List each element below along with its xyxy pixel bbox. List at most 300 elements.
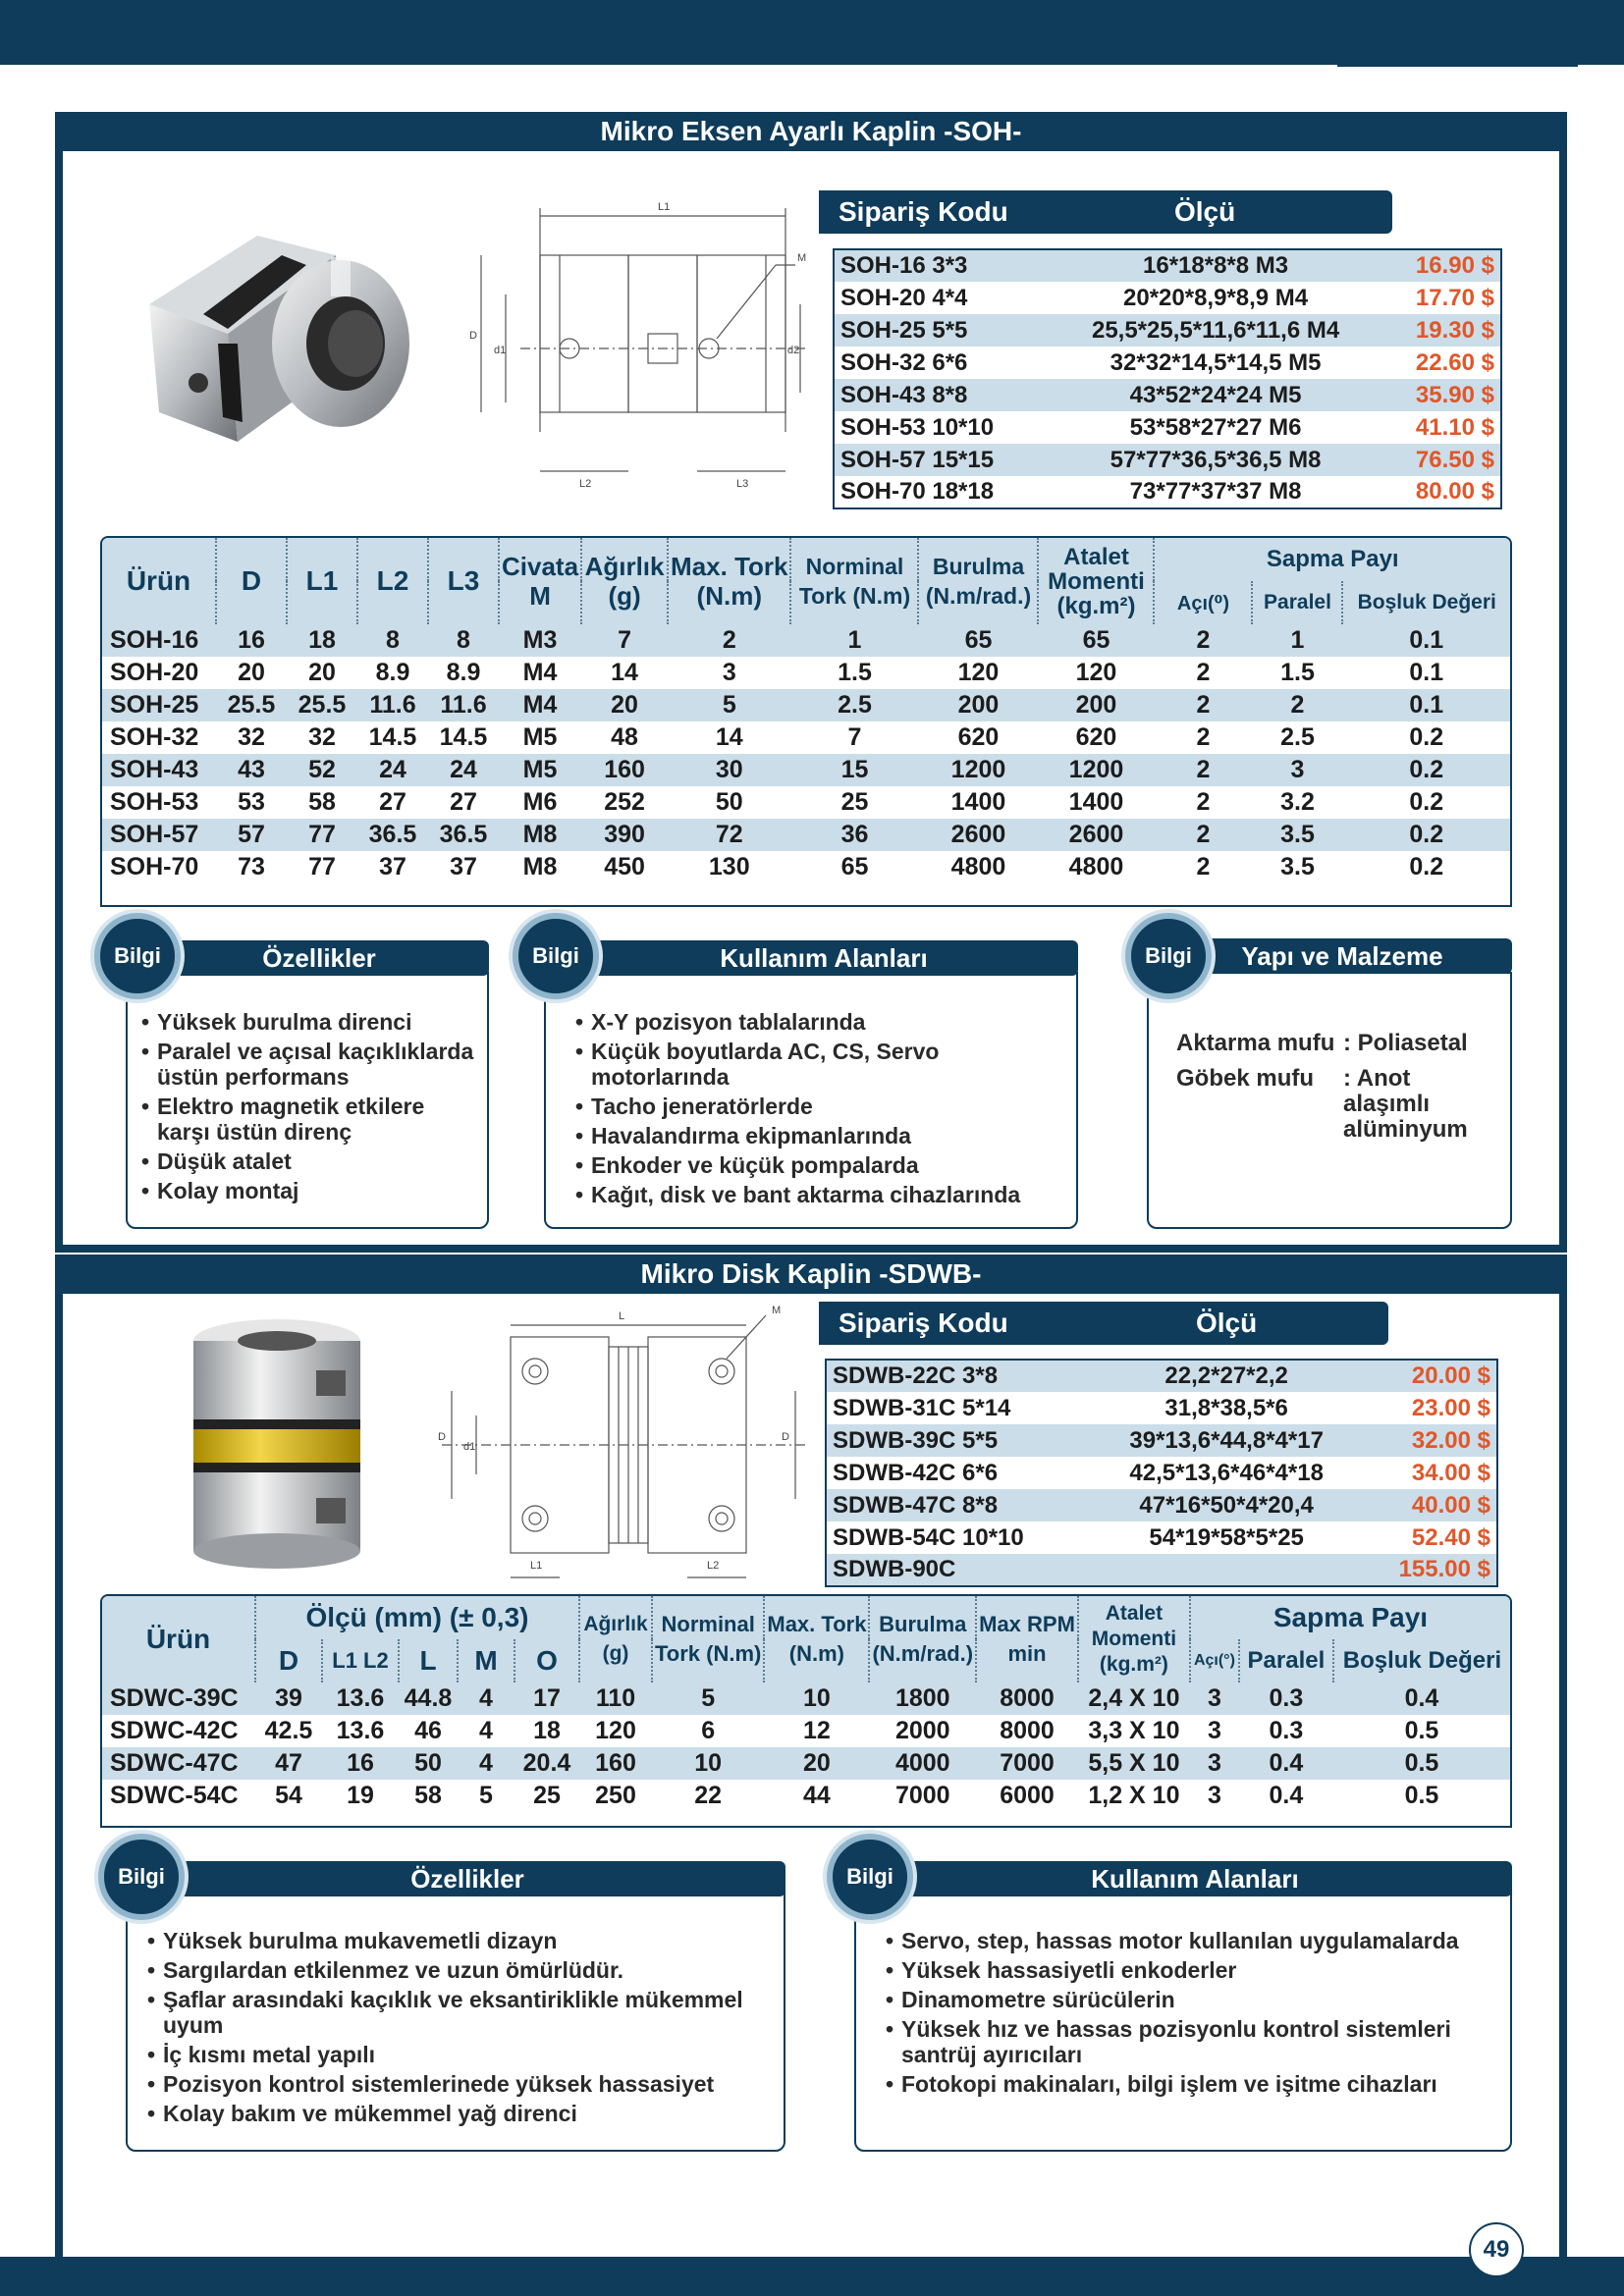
order-code-cell: SDWB-39C 5*5 [833, 1426, 999, 1454]
spec-product-cell: SOH-70 [110, 853, 199, 881]
spec-value-cell: 6 [701, 1717, 716, 1744]
spec-value-cell: M4 [522, 659, 558, 686]
order-size-cell: 39*13,6*44,8*4*17 [1129, 1426, 1324, 1454]
sdwb-ozellikler-box [126, 1891, 785, 2152]
sdwb-coupling-photo [169, 1311, 385, 1576]
order-size-cell: 16*18*8*8 M3 [1143, 252, 1289, 279]
spec-value-cell: 1400 [1068, 788, 1124, 816]
soh-drawing-l2-label: L2 [579, 478, 592, 490]
bullet-item: • Elektro magnetik etkilere karşı üstün direnç [141, 1094, 479, 1145]
order-price-cell: 35.90 $ [1415, 381, 1494, 408]
spec-value-cell: 0.4 [1269, 1749, 1304, 1777]
order-size-cell [1092, 1554, 1361, 1586]
spec-header-bosluk: Boşluk Değeri [1333, 1639, 1510, 1682]
spec-row [102, 624, 1510, 657]
order-code-cell: SOH-32 6*6 [840, 348, 968, 376]
sdwb-technical-drawing [432, 1298, 815, 1592]
spec-value-cell: 48 [611, 723, 638, 751]
spec-value-cell: 1.5 [838, 659, 872, 686]
spec-value-cell: 24 [379, 756, 406, 783]
spec-value-cell: 2 [1196, 821, 1211, 848]
soh-drawing-d1-label: d1 [494, 345, 507, 356]
spec-value-cell: 450 [604, 853, 645, 881]
yapi-row-value: : Anot alaşımlı alüminyum [1343, 1065, 1468, 1143]
spec-value-cell: 39 [275, 1684, 302, 1712]
spec-value-cell: 0.1 [1409, 659, 1444, 686]
bullet-item: • Küçük boyutlarda AC, CS, Servo motorlarında [575, 1039, 1068, 1090]
spec-value-cell: 0.1 [1409, 626, 1444, 654]
soh-order-header [819, 190, 1392, 234]
order-size-cell: 57*77*36,5*36,5 M8 [1110, 446, 1322, 473]
order-code-cell: SOH-43 8*8 [840, 381, 968, 408]
order-row [826, 1457, 1497, 1489]
order-price-cell: 19.30 $ [1415, 316, 1494, 344]
spec-row [102, 1682, 1510, 1715]
spec-value-cell: 7 [618, 626, 631, 654]
bullet-item: • Kağıt, disk ve bant aktarma cihazlarında [575, 1182, 1068, 1207]
spec-value-cell: 2 [1196, 723, 1211, 751]
bullet-item: • Pozisyon kontrol sistemlerinede yüksek hassasiyet [147, 2071, 772, 2097]
spec-value-cell: 3 [1207, 1717, 1221, 1744]
spec-value-cell: 200 [957, 691, 1000, 719]
soh-yapi-title: Yapı ve Malzeme [1172, 938, 1512, 974]
spec-value-cell: 12 [803, 1717, 831, 1744]
spec-value-cell: 20 [238, 659, 265, 686]
spec-value-cell: 53 [238, 788, 265, 816]
spec-header-maxrpm-unit: min [1007, 1641, 1047, 1666]
spec-value-cell: 5 [701, 1684, 716, 1712]
spec-value-cell: 1400 [950, 788, 1006, 816]
spec-value-cell: 19 [347, 1782, 374, 1809]
spec-value-cell: 10 [803, 1684, 831, 1712]
order-price-cell: 22.60 $ [1415, 348, 1494, 376]
soh-spec-table-wrap [100, 536, 1512, 907]
spec-row [102, 786, 1510, 819]
order-code-cell: SDWB-31C 5*14 [833, 1394, 1011, 1421]
order-size-cell: 31,8*38,5*6 [1164, 1394, 1288, 1421]
spec-header-atalet: Atalet [1105, 1602, 1164, 1625]
soh-drawing-d-label: D [469, 330, 477, 342]
order-price-cell: 32.00 $ [1411, 1426, 1490, 1454]
order-size-cell: 54*19*58*5*25 [1149, 1523, 1304, 1551]
bullet-item: • Kolay bakım ve mükemmel yağ direnci [147, 2101, 772, 2126]
section1-title: Mikro Eksen Ayarlı Kaplin -SOH- [55, 112, 1567, 151]
spec-value-cell: 25.5 [227, 691, 276, 719]
bullet-item: • İç kısmı metal yapılı [147, 2042, 772, 2067]
order-price-cell: 76.50 $ [1415, 446, 1494, 473]
spec-product-cell: SOH-43 [110, 756, 199, 783]
order-row [834, 411, 1501, 444]
spec-value-cell: 2,4 X 10 [1088, 1684, 1180, 1712]
soh-order-table [833, 248, 1502, 509]
spec-header-l: L [399, 1639, 458, 1682]
spec-value-cell: 14 [611, 659, 638, 686]
yapi-row-key: Aktarma mufu [1176, 1030, 1335, 1056]
spec-product-cell: SDWC-39C [110, 1684, 239, 1712]
spec-value-cell: 0.2 [1409, 821, 1444, 848]
spec-value-cell: M5 [522, 723, 558, 751]
spec-value-cell: 7 [847, 723, 862, 751]
spec-value-cell: M4 [522, 691, 558, 719]
bilgi-badge: Bilgi [1125, 913, 1212, 999]
spec-value-cell: M5 [522, 756, 558, 783]
spec-product-cell: SOH-25 [110, 691, 199, 719]
spec-value-cell: 2 [1290, 691, 1305, 719]
spec-header-paralel: Paralel [1239, 1639, 1333, 1682]
sdwb-drawing-m-label: M [772, 1305, 782, 1316]
spec-value-cell: 110 [595, 1684, 636, 1712]
spec-header-atalet: Atalet [1063, 543, 1129, 570]
soh-kullanim-box [544, 972, 1078, 1229]
bilgi-badge: Bilgi [513, 913, 599, 999]
spec-header-agirlik: Ağırlık [584, 552, 665, 581]
spec-value-cell: 77 [308, 853, 336, 881]
spec-value-cell: 252 [604, 788, 645, 816]
spec-header-nominal-unit: Tork (N.m) [798, 583, 911, 609]
spec-value-cell: 13.6 [336, 1684, 385, 1712]
spec-product-cell: SDWC-47C [110, 1749, 239, 1777]
order-size-cell: 47*16*50*4*20,4 [1139, 1491, 1314, 1519]
spec-value-cell: 50 [715, 788, 743, 816]
spec-value-cell: 32 [238, 723, 265, 751]
bullet-item: • Enkoder ve küçük pompalarda [575, 1152, 1068, 1178]
spec-value-cell: 3.5 [1280, 821, 1315, 848]
spec-header-civata: Civata [502, 552, 579, 581]
spec-value-cell: 8 [386, 626, 400, 654]
spec-value-cell: 1 [1290, 626, 1305, 654]
spec-value-cell: 18 [533, 1717, 561, 1744]
sdwb-order-table [825, 1359, 1498, 1587]
order-price-cell: 17.70 $ [1415, 284, 1494, 311]
spec-header-agirlik: Ağırlık [583, 1613, 648, 1635]
bullet-item: • Yüksek hassasiyetli enkoderler [886, 1957, 1498, 1983]
spec-header-o: O [514, 1639, 579, 1682]
spec-value-cell: 3.2 [1280, 788, 1315, 816]
order-size-cell: 20*20*8,9*8,9 M4 [1123, 284, 1309, 311]
sdwb-drawing-l2-label: L2 [707, 1560, 720, 1572]
order-code-cell: SDWB-42C 6*6 [833, 1459, 999, 1486]
spec-header-burulma-unit: (N.m/rad.) [925, 583, 1032, 609]
spec-header-nominal-unit: Tork (N.m) [655, 1641, 762, 1666]
page-number: 49 [1469, 2222, 1524, 2277]
sdwb-ozellikler-title: Özellikler [149, 1861, 785, 1896]
order-row [826, 1392, 1497, 1424]
spec-value-cell: 5 [722, 691, 736, 719]
order-row [826, 1360, 1497, 1392]
spec-header-sapma: Sapma Payı [1190, 1596, 1510, 1639]
spec-header-maxtork: Max. Tork [671, 552, 788, 581]
spec-value-cell: 250 [595, 1782, 636, 1809]
spec-value-cell: 37 [379, 853, 406, 881]
spec-value-cell: 52 [308, 756, 336, 783]
spec-value-cell: 47 [275, 1749, 302, 1777]
spec-value-cell: 2 [1196, 853, 1211, 881]
spec-header-nominal: Norminal [805, 554, 904, 579]
spec-value-cell: 0.4 [1269, 1782, 1304, 1809]
spec-value-cell: 8000 [1000, 1684, 1055, 1712]
spec-header-aci: Açı(°) [1190, 1639, 1239, 1682]
bilgi-badge: Bilgi [98, 1834, 185, 1920]
order-row [834, 249, 1501, 282]
bullet-item: • Düşük atalet [141, 1148, 479, 1174]
spec-header-atalet-2: Momenti [1048, 567, 1145, 595]
bilgi-badge: Bilgi [94, 913, 181, 999]
spec-value-cell: 7000 [1000, 1749, 1055, 1777]
order-code-cell: SOH-57 15*15 [840, 446, 995, 473]
spec-value-cell: 0.2 [1409, 723, 1444, 751]
spec-value-cell: 58 [414, 1782, 442, 1809]
spec-header-atalet-2: Momenti [1091, 1628, 1177, 1650]
sdwb-spec-table-wrap [100, 1594, 1512, 1828]
bullet-item: • Yüksek burulma mukavemetli dizayn [147, 1928, 772, 1953]
spec-value-cell: 11.6 [440, 691, 487, 719]
spec-value-cell: 44.8 [404, 1684, 453, 1712]
spec-header-l3: L3 [428, 538, 499, 624]
spec-header-l1: L1 [287, 538, 357, 624]
spec-header-urun: Ürün [102, 1596, 255, 1682]
sdwb-order-header [819, 1302, 1388, 1345]
spec-value-cell: 3 [1207, 1782, 1221, 1809]
order-size-cell: 22,2*27*2,2 [1164, 1362, 1288, 1389]
spec-row [102, 657, 1510, 689]
order-code-cell: SOH-16 3*3 [840, 252, 968, 279]
order-size-cell: 73*77*37*37 M8 [1129, 478, 1302, 505]
spec-value-cell: 0.3 [1269, 1684, 1304, 1712]
spec-value-cell: 57 [238, 821, 265, 848]
spec-value-cell: 4 [479, 1684, 493, 1712]
soh-kullanim-list [546, 974, 1076, 1207]
spec-header-maxtork-unit: (N.m) [696, 581, 762, 611]
spec-value-cell: 2600 [1068, 821, 1124, 848]
spec-row [102, 1715, 1510, 1747]
spec-value-cell: 20 [611, 691, 638, 719]
spec-value-cell: 1.5 [1280, 659, 1315, 686]
order-code-cell: SOH-53 10*10 [840, 413, 995, 441]
spec-value-cell: 22 [694, 1782, 723, 1809]
spec-value-cell: 0.5 [1404, 1717, 1439, 1744]
spec-value-cell: 1 [847, 626, 862, 654]
sdwb-drawing-d-label: D [438, 1431, 446, 1443]
spec-value-cell: 1200 [1068, 756, 1124, 783]
spec-value-cell: 2000 [894, 1717, 950, 1744]
soh-ozellikler-list [128, 974, 487, 1203]
spec-product-cell: SOH-20 [110, 659, 199, 686]
order-size-header: Ölçü [1196, 1308, 1258, 1338]
order-code-cell: SOH-25 5*5 [840, 316, 968, 344]
spec-header-maxtork-unit: (N.m) [788, 1641, 845, 1666]
spec-value-cell: M8 [522, 853, 558, 881]
spec-value-cell: 1200 [950, 756, 1006, 783]
spec-value-cell: 120 [1075, 659, 1117, 686]
spec-value-cell: 620 [957, 723, 1000, 751]
spec-header-nominal: Norminal [661, 1612, 755, 1636]
spec-value-cell: 16 [347, 1749, 374, 1777]
order-code-cell: SDWB-90C [833, 1556, 956, 1582]
spec-product-cell: SOH-57 [110, 821, 199, 848]
spec-value-cell: 24 [450, 756, 477, 783]
order-code-cell: SOH-70 18*18 [840, 478, 995, 505]
order-price-cell: 155.00 $ [1398, 1556, 1490, 1582]
spec-product-cell: SDWC-54C [110, 1782, 239, 1809]
yapi-row-key: Göbek mufu [1176, 1065, 1315, 1092]
spec-row [102, 1747, 1510, 1780]
soh-yapi-box [1147, 972, 1512, 1229]
order-price-cell: 34.00 $ [1411, 1459, 1490, 1486]
soh-drawing-l3-label: L3 [736, 478, 749, 490]
spec-value-cell: 4 [479, 1717, 493, 1744]
spec-value-cell: 42.5 [264, 1717, 313, 1744]
spec-header-burulma-unit: (N.m/rad.) [872, 1641, 974, 1666]
spec-product-cell: SOH-53 [110, 788, 199, 816]
sdwb-kullanim-list [856, 1893, 1510, 2097]
bullet-item: • Havalandırma ekipmanlarında [575, 1123, 1068, 1148]
order-code-header: Sipariş Kodu [839, 196, 1008, 227]
spec-value-cell: M6 [522, 788, 558, 816]
spec-value-cell: 18 [308, 626, 336, 654]
spec-value-cell: 8.9 [375, 659, 410, 686]
spec-value-cell: 2.5 [1280, 723, 1315, 751]
order-price-cell: 41.10 $ [1415, 413, 1494, 441]
spec-value-cell: 2600 [950, 821, 1006, 848]
spec-value-cell: 36 [840, 821, 869, 848]
order-row [834, 314, 1501, 347]
spec-value-cell: 54 [275, 1782, 302, 1809]
spec-value-cell: 2 [1196, 659, 1211, 686]
spec-header-atalet-unit: (kg.m²) [1056, 592, 1136, 619]
spec-value-cell: 5 [479, 1782, 493, 1809]
order-price-cell: 80.00 $ [1415, 478, 1494, 505]
spec-value-cell: 20 [803, 1749, 831, 1777]
spec-value-cell: 5,5 X 10 [1088, 1749, 1180, 1777]
spec-value-cell: 14.5 [439, 723, 488, 751]
order-price-cell: 23.00 $ [1411, 1394, 1490, 1421]
spec-value-cell: 160 [604, 756, 645, 783]
spec-value-cell: 58 [308, 788, 336, 816]
spec-header-l2: L2 [357, 538, 428, 624]
spec-value-cell: 50 [414, 1749, 442, 1777]
soh-kullanim-title: Kullanım Alanları [569, 940, 1078, 976]
spec-value-cell: 4800 [950, 853, 1006, 881]
spec-value-cell: 0.3 [1269, 1717, 1304, 1744]
spec-value-cell: 30 [715, 756, 743, 783]
spec-value-cell: 620 [1075, 723, 1117, 751]
spec-value-cell: 73 [238, 853, 265, 881]
spec-header-olcu: Ölçü (mm) (± 0,3) [255, 1596, 579, 1639]
spec-value-cell: 3 [1207, 1684, 1221, 1712]
order-price-cell: 40.00 $ [1411, 1491, 1490, 1519]
spec-value-cell: 27 [379, 788, 406, 816]
bottom-bar [0, 2257, 1624, 2296]
spec-value-cell: 3,3 X 10 [1088, 1717, 1180, 1744]
spec-value-cell: 6000 [1000, 1782, 1055, 1809]
order-size-cell: 53*58*27*27 M6 [1129, 413, 1302, 441]
spec-value-cell: M8 [522, 821, 558, 848]
bullet-item: • Dinamometre sürücülerin [886, 1987, 1498, 2012]
spec-header-bosluk: Boşluk Değeri [1342, 581, 1510, 624]
order-row [826, 1489, 1497, 1522]
order-row [834, 476, 1501, 508]
spec-product-cell: SOH-32 [110, 723, 199, 751]
order-size-cell: 25,5*25,5*11,6*11,6 M4 [1091, 316, 1340, 344]
spec-row [102, 721, 1510, 754]
sdwb-spec-table [102, 1596, 1510, 1812]
spec-value-cell: 0.5 [1404, 1782, 1439, 1809]
spec-value-cell: 8 [457, 626, 470, 654]
spec-row [102, 754, 1510, 786]
order-code-header: Sipariş Kodu [839, 1308, 1008, 1338]
order-row [826, 1522, 1497, 1554]
spec-value-cell: 0.2 [1409, 788, 1444, 816]
spec-value-cell: 20.4 [522, 1749, 571, 1777]
spec-value-cell: 1800 [894, 1684, 950, 1712]
spec-value-cell: 3 [722, 659, 736, 686]
order-price-cell: 52.40 $ [1411, 1523, 1490, 1551]
spec-value-cell: 0.2 [1409, 756, 1444, 783]
spec-value-cell: 2.5 [838, 691, 872, 719]
sdwb-ozellikler-list [128, 1893, 784, 2126]
spec-value-cell: 20 [308, 659, 336, 686]
order-code-cell: SDWB-22C 3*8 [833, 1362, 999, 1389]
spec-value-cell: 3.5 [1280, 853, 1315, 881]
spec-value-cell: 0.2 [1409, 853, 1444, 881]
spec-value-cell: 13.6 [336, 1717, 385, 1744]
spec-value-cell: 46 [414, 1717, 442, 1744]
spec-value-cell: 65 [1082, 626, 1110, 654]
bilgi-badge: Bilgi [827, 1834, 913, 1920]
order-size-cell: 42,5*13,6*46*4*18 [1129, 1459, 1324, 1486]
spec-value-cell: 10 [694, 1749, 723, 1777]
order-size-header: Ölçü [1174, 196, 1236, 227]
spec-value-cell: 36.5 [368, 821, 417, 848]
spec-value-cell: 25.5 [298, 691, 347, 719]
sdwb-drawing-d-right-label: D [782, 1431, 789, 1443]
order-code-cell: SDWB-54C 10*10 [833, 1523, 1024, 1551]
spec-value-cell: 25 [840, 788, 869, 816]
spec-value-cell: 14.5 [368, 723, 417, 751]
bullet-item: • Kolay montaj [141, 1178, 479, 1203]
spec-header-sapma: Sapma Payı [1154, 538, 1510, 581]
top-bar [0, 0, 1624, 65]
section2-title: Mikro Disk Kaplin -SDWB- [55, 1255, 1567, 1294]
spec-value-cell: 17 [533, 1684, 561, 1712]
spec-header-atalet-unit: (kg.m²) [1099, 1653, 1168, 1676]
spec-header-agirlik-unit: (g) [602, 1642, 629, 1665]
order-row [826, 1554, 1497, 1586]
bullet-item: • X-Y pozisyon tablalarında [575, 1009, 1068, 1035]
spec-value-cell: 65 [840, 853, 869, 881]
spec-value-cell: 37 [450, 853, 477, 881]
top-accent-line [1337, 63, 1578, 67]
spec-value-cell: 14 [715, 723, 743, 751]
spec-value-cell: 3 [1290, 756, 1305, 783]
spec-value-cell: 65 [964, 626, 993, 654]
spec-value-cell: 77 [308, 821, 336, 848]
spec-value-cell: 2 [1196, 691, 1211, 719]
yapi-row-value: : Poliasetal [1343, 1030, 1468, 1056]
bullet-item: • Yüksek burulma direnci [141, 1009, 479, 1035]
soh-drawing-l1-label: L1 [658, 201, 671, 213]
spec-value-cell: 25 [533, 1782, 561, 1809]
spec-value-cell: 4000 [894, 1749, 950, 1777]
spec-row [102, 851, 1510, 883]
spec-value-cell: 27 [450, 788, 477, 816]
spec-value-cell: 4 [479, 1749, 493, 1777]
sdwb-drawing-l-label: L [619, 1310, 625, 1322]
soh-ozellikler-title: Özellikler [149, 940, 489, 976]
spec-header-maxtork: Max. Tork [767, 1612, 867, 1636]
spec-value-cell: 0.5 [1404, 1749, 1439, 1777]
order-row [834, 379, 1501, 411]
